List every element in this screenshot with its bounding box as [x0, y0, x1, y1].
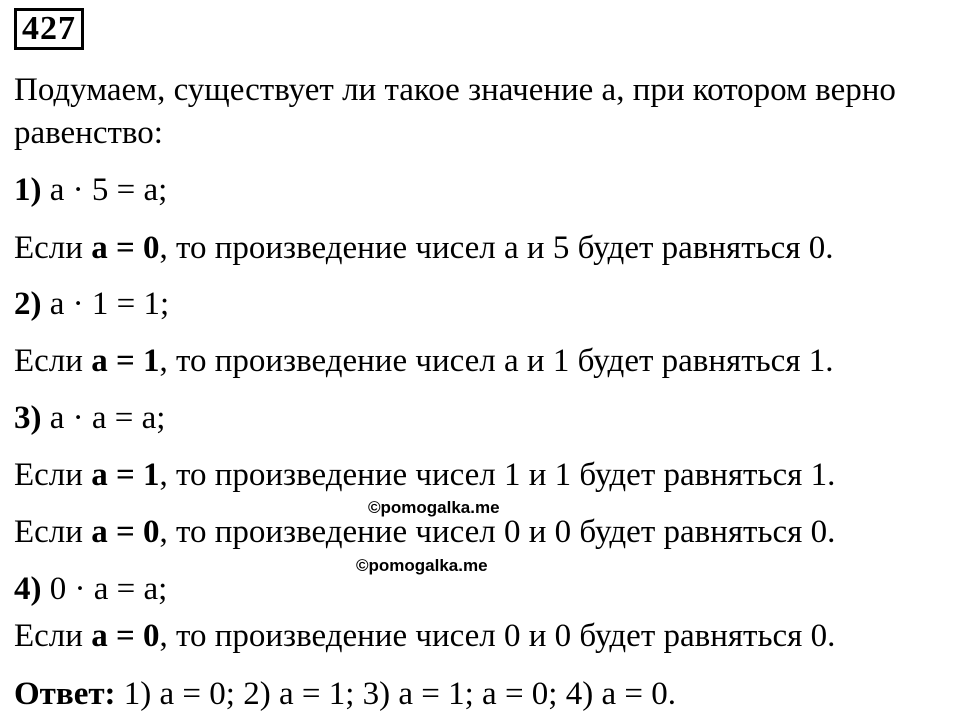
- watermark-1: ©pomogalka.me: [368, 498, 500, 517]
- intro-line-2: равенство:: [14, 115, 163, 151]
- task-number-box: 427: [14, 8, 84, 50]
- item-4-label: 4): [14, 571, 42, 607]
- note-prefix: Если: [14, 457, 92, 493]
- note-prefix: Если: [14, 618, 92, 654]
- note-prefix: Если: [14, 514, 92, 550]
- item-2-equation: а · 1 = 1;: [41, 286, 170, 322]
- intro-line-1: Подумаем, существует ли такое значение а, при котором верно: [14, 72, 896, 108]
- item-3-equation-line: [14, 398, 165, 438]
- item-1-label: 1): [14, 172, 42, 208]
- answer-line: [14, 674, 676, 714]
- note-prefix: Если: [14, 343, 92, 379]
- item-3-note-2: [14, 512, 835, 552]
- item-1-note-1: [14, 228, 834, 268]
- watermark-2: ©pomogalka.me: [356, 556, 488, 575]
- note-rest: , то произведение чисел а и 5 будет равняться 0.: [159, 230, 834, 266]
- item-2-equation-line: [14, 284, 169, 324]
- item-1-equation-line: [14, 170, 167, 210]
- note-prefix: Если: [14, 230, 92, 266]
- note-condition: а = 0: [91, 230, 160, 266]
- note-rest: , то произведение чисел 0 и 0 будет равняться 0.: [159, 514, 836, 550]
- item-2-note-1: [14, 341, 834, 381]
- note-condition: а = 1: [91, 457, 160, 493]
- answer-label: Ответ:: [14, 676, 116, 712]
- item-2-label: 2): [14, 286, 42, 322]
- note-rest: , то произведение чисел 0 и 0 будет равняться 0.: [159, 618, 836, 654]
- item-4-equation-line: [14, 569, 167, 609]
- item-3-note-1: [14, 455, 835, 495]
- note-condition: а = 0: [91, 618, 160, 654]
- note-condition: а = 0: [91, 514, 160, 550]
- item-4-note-1: [14, 616, 835, 656]
- item-3-label: 3): [14, 400, 42, 436]
- note-condition: а = 1: [91, 343, 160, 379]
- item-1-equation: а · 5 = а;: [41, 172, 168, 208]
- note-rest: , то произведение чисел 1 и 1 будет равняться 1.: [159, 457, 836, 493]
- note-rest: , то произведение чисел а и 1 будет равняться 1.: [159, 343, 834, 379]
- answer-text: 1) а = 0; 2) а = 1; 3) а = 1; а = 0; 4) а = 0.: [115, 676, 676, 712]
- item-4-equation: 0 · а = а;: [41, 571, 168, 607]
- item-3-equation: а · а = а;: [41, 400, 166, 436]
